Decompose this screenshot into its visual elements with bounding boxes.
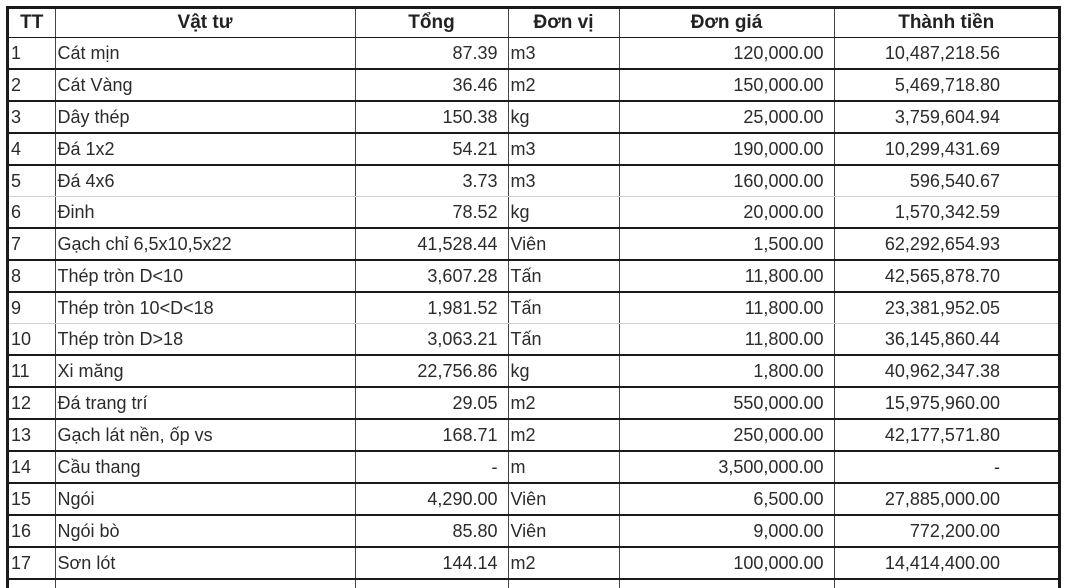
cell-unit: Tấn — [508, 324, 619, 356]
header-amount: Thành tiền — [834, 9, 1058, 38]
header-material: Vật tư — [55, 9, 355, 38]
cell-unit — [508, 579, 619, 588]
cell-material: Dây thép — [55, 101, 355, 133]
cell-amount: 27,885,000.00 — [834, 483, 1058, 515]
cell-total: 3,063.21 — [355, 324, 508, 356]
cell-unit-price: 550,000.00 — [619, 387, 834, 419]
table-body — [9, 38, 1058, 588]
table-row-partial — [9, 579, 1058, 588]
cell-tt: 9 — [9, 292, 55, 324]
materials-table — [9, 9, 1058, 588]
cell-material: Ngói — [55, 483, 355, 515]
cell-unit-price — [619, 579, 834, 588]
cell-unit-price: 120,000.00 — [619, 38, 834, 70]
cell-unit-price: 11,800.00 — [619, 292, 834, 324]
table-row — [9, 451, 1058, 483]
cell-amount: 36,145,860.44 — [834, 324, 1058, 356]
cell-unit-price: 3,500,000.00 — [619, 451, 834, 483]
cell-material: Đá 4x6 — [55, 165, 355, 197]
cell-unit: Viên — [508, 515, 619, 547]
cell-material: Cát mịn — [55, 38, 355, 70]
cell-unit-price: 11,800.00 — [619, 260, 834, 292]
cell-material: Thép tròn 10<D<18 — [55, 292, 355, 324]
table-row — [9, 197, 1058, 229]
cell-amount: 1,570,342.59 — [834, 197, 1058, 229]
cell-unit-price: 150,000.00 — [619, 69, 834, 101]
cell-amount: 596,540.67 — [834, 165, 1058, 197]
cell-unit: m3 — [508, 165, 619, 197]
cell-total: - — [355, 451, 508, 483]
cell-total: 1,981.52 — [355, 292, 508, 324]
cell-unit-price: 1,500.00 — [619, 228, 834, 260]
cell-unit: m2 — [508, 387, 619, 419]
cell-unit-price: 11,800.00 — [619, 324, 834, 356]
cell-total: 22,756.86 — [355, 355, 508, 387]
table-row — [9, 133, 1058, 165]
table-row — [9, 292, 1058, 324]
cell-amount: 15,975,960.00 — [834, 387, 1058, 419]
cell-total: 3,607.28 — [355, 260, 508, 292]
cell-total: 54.21 — [355, 133, 508, 165]
cell-amount: 10,299,431.69 — [834, 133, 1058, 165]
header-total: Tổng — [355, 9, 508, 38]
cell-amount: 3,759,604.94 — [834, 101, 1058, 133]
cell-amount: 42,565,878.70 — [834, 260, 1058, 292]
cell-unit: m3 — [508, 38, 619, 70]
cell-unit: m3 — [508, 133, 619, 165]
cell-amount: 10,487,218.56 — [834, 38, 1058, 70]
cell-total — [355, 579, 508, 588]
cell-material — [55, 579, 355, 588]
header-unit-price: Đơn giá — [619, 9, 834, 38]
cell-tt: 14 — [9, 451, 55, 483]
cell-unit-price: 25,000.00 — [619, 101, 834, 133]
cell-unit: Viên — [508, 228, 619, 260]
cell-unit-price: 6,500.00 — [619, 483, 834, 515]
cell-unit: m2 — [508, 419, 619, 451]
cell-total: 3.73 — [355, 165, 508, 197]
cell-unit: m2 — [508, 547, 619, 579]
cell-total: 4,290.00 — [355, 483, 508, 515]
cell-tt — [9, 579, 55, 588]
cell-material: Gạch chỉ 6,5x10,5x22 — [55, 228, 355, 260]
cell-material: Xi măng — [55, 355, 355, 387]
cell-tt: 7 — [9, 228, 55, 260]
cell-tt: 8 — [9, 260, 55, 292]
cell-unit-price: 250,000.00 — [619, 419, 834, 451]
cell-tt: 3 — [9, 101, 55, 133]
cell-material: Đinh — [55, 197, 355, 229]
cell-total: 144.14 — [355, 547, 508, 579]
cell-total: 85.80 — [355, 515, 508, 547]
cell-unit: kg — [508, 197, 619, 229]
cell-material: Cát Vàng — [55, 69, 355, 101]
cell-material: Đá 1x2 — [55, 133, 355, 165]
cell-tt: 15 — [9, 483, 55, 515]
cell-unit-price: 190,000.00 — [619, 133, 834, 165]
cell-total: 29.05 — [355, 387, 508, 419]
cell-amount: - — [834, 451, 1058, 483]
cell-tt: 5 — [9, 165, 55, 197]
cell-tt: 10 — [9, 324, 55, 356]
cell-unit: Tấn — [508, 292, 619, 324]
table-row — [9, 101, 1058, 133]
cell-total: 87.39 — [355, 38, 508, 70]
cell-unit: Tấn — [508, 260, 619, 292]
cell-total: 150.38 — [355, 101, 508, 133]
header-row — [9, 9, 1058, 38]
cell-unit-price: 100,000.00 — [619, 547, 834, 579]
table-row — [9, 387, 1058, 419]
table-row — [9, 515, 1058, 547]
cell-amount: 772,200.00 — [834, 515, 1058, 547]
cell-material: Gạch lát nền, ốp vs — [55, 419, 355, 451]
cell-total: 36.46 — [355, 69, 508, 101]
cell-tt: 16 — [9, 515, 55, 547]
table-row — [9, 483, 1058, 515]
cell-total: 78.52 — [355, 197, 508, 229]
materials-table-container — [6, 6, 1061, 588]
cell-amount: 42,177,571.80 — [834, 419, 1058, 451]
cell-amount: 23,381,952.05 — [834, 292, 1058, 324]
cell-total: 41,528.44 — [355, 228, 508, 260]
cell-tt: 6 — [9, 197, 55, 229]
table-row — [9, 260, 1058, 292]
cell-total: 168.71 — [355, 419, 508, 451]
cell-amount — [834, 579, 1058, 588]
table-row — [9, 228, 1058, 260]
cell-unit: m2 — [508, 69, 619, 101]
cell-amount: 40,962,347.38 — [834, 355, 1058, 387]
cell-material: Sơn lót — [55, 547, 355, 579]
cell-unit-price: 1,800.00 — [619, 355, 834, 387]
table-row — [9, 69, 1058, 101]
cell-tt: 17 — [9, 547, 55, 579]
cell-unit: m — [508, 451, 619, 483]
table-row — [9, 547, 1058, 579]
cell-material: Ngói bò — [55, 515, 355, 547]
cell-unit-price: 9,000.00 — [619, 515, 834, 547]
cell-amount: 5,469,718.80 — [834, 69, 1058, 101]
cell-tt: 13 — [9, 419, 55, 451]
cell-tt: 1 — [9, 38, 55, 70]
cell-material: Đá trang trí — [55, 387, 355, 419]
cell-unit: Viên — [508, 483, 619, 515]
cell-unit-price: 160,000.00 — [619, 165, 834, 197]
cell-amount: 14,414,400.00 — [834, 547, 1058, 579]
cell-tt: 4 — [9, 133, 55, 165]
cell-material: Thép tròn D<10 — [55, 260, 355, 292]
table-row — [9, 38, 1058, 70]
table-row — [9, 324, 1058, 356]
cell-tt: 12 — [9, 387, 55, 419]
cell-unit: kg — [508, 101, 619, 133]
cell-material: Cầu thang — [55, 451, 355, 483]
header-tt: TT — [9, 9, 55, 38]
cell-unit: kg — [508, 355, 619, 387]
cell-unit-price: 20,000.00 — [619, 197, 834, 229]
table-header — [9, 9, 1058, 38]
cell-material: Thép tròn D>18 — [55, 324, 355, 356]
cell-tt: 2 — [9, 69, 55, 101]
cell-tt: 11 — [9, 355, 55, 387]
table-row — [9, 419, 1058, 451]
cell-amount: 62,292,654.93 — [834, 228, 1058, 260]
header-unit: Đơn vị — [508, 9, 619, 38]
table-row — [9, 355, 1058, 387]
table-row — [9, 165, 1058, 197]
